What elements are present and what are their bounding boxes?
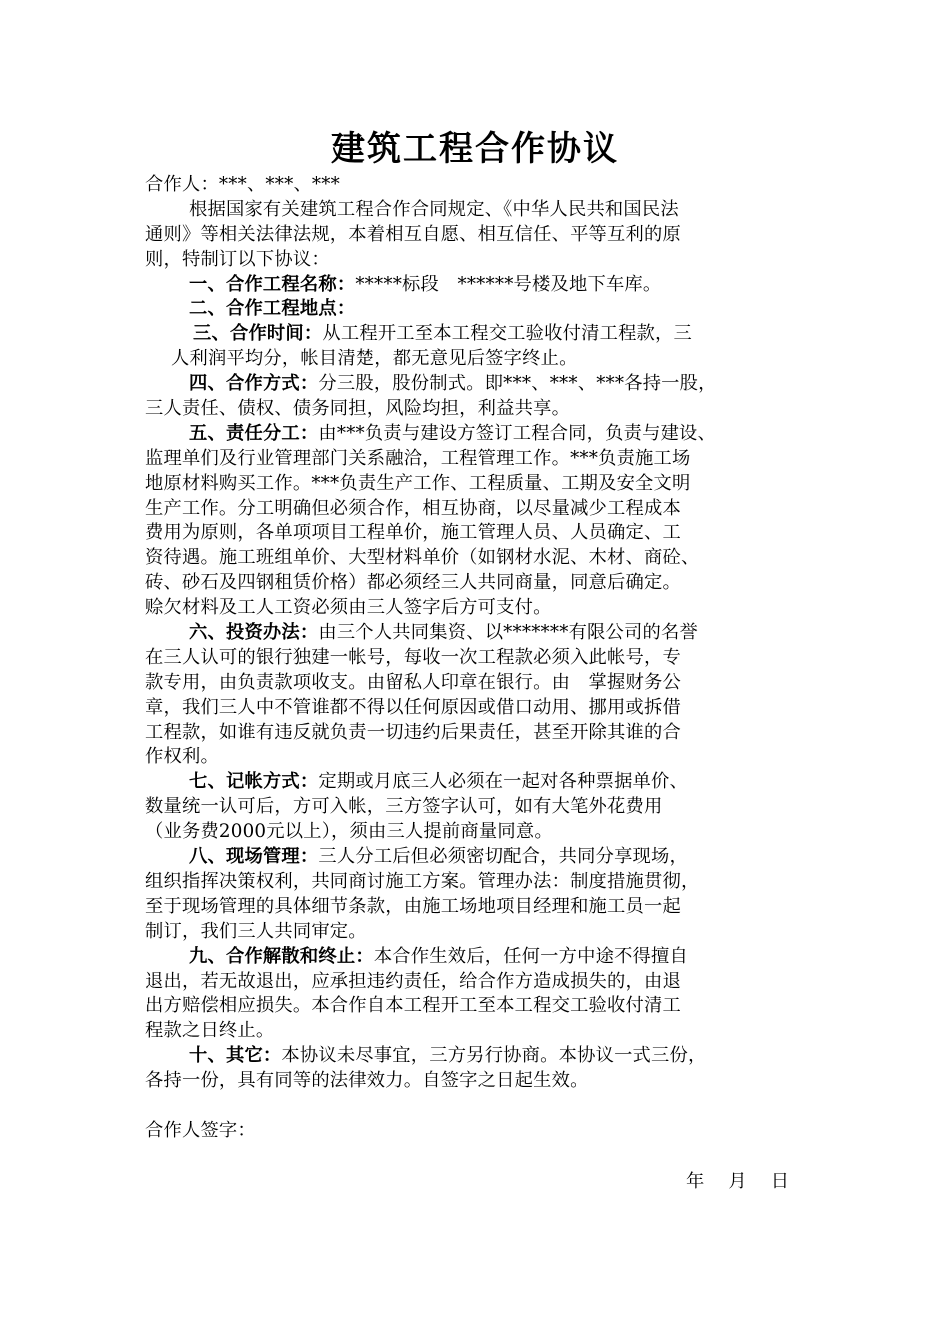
clause-8-line: 制订，我们三人共同审定。 [145, 920, 367, 942]
clause-5 [145, 422, 817, 447]
clause-7-line: 数量统一认可后，方可入帐，三方签字认可，如有大笔外花费用 [145, 796, 663, 818]
clause-6 [145, 621, 817, 646]
clause-5-line: 监理单们及行业管理部门关系融洽，工程管理工作。***负责施工场 [145, 447, 691, 469]
clause-2-heading: 二、合作工程地点： [189, 298, 356, 320]
clause-1-heading: 一、合作工程名称： [189, 273, 356, 295]
clause-5-line: 费用为原则，各单项项目工程单价，施工管理人员、人员确定、工 [145, 522, 681, 544]
clause-8-heading: 八、现场管理： [189, 846, 319, 868]
clause-5-line: 赊欠材料及工人工资必须由三人签字后方可支付。 [145, 597, 552, 619]
clause-3-heading: 三、合作时间： [193, 323, 323, 345]
clause-5-line: 资待遇。施工班组单价、大型材料单价（如钢材水泥、木材、商砼、 [145, 547, 700, 569]
clause-10 [145, 1044, 817, 1069]
clause-4-line: 三人责任、债权、债务同担，风险均担，利益共享。 [145, 398, 571, 420]
clause-5-line: 地原材料购买工作。***负责生产工作、工程质量、工期及安全文明 [145, 472, 691, 494]
clause-9-line: 程款之日终止。 [145, 1020, 275, 1042]
clause-8-line: 至于现场管理的具体细节条款，由施工场地项目经理和施工员一起 [145, 895, 681, 917]
clause-10-line: 各持一份，具有同等的法律效力。自签字之日起生效。 [145, 1070, 589, 1092]
clause-8-text: 三人分工后但必须密切配合，共同分享现场， [318, 846, 688, 868]
clause-3 [145, 322, 817, 347]
clause-6-line: 款专用，由负责款项收支。由留私人印章在银行。由 掌握财务公 [145, 671, 681, 693]
intro-line: 则，特制订以下协议： [145, 248, 330, 270]
clause-5-text: 由***负责与建设方签订工程合同，负责与建设、 [318, 422, 717, 444]
clause-9-line: 出方赔偿相应损失。本合作自本工程开工至本工程交工验收付清工 [145, 995, 681, 1017]
intro-line: 通则》等相关法律法规，本着相互自愿、相互信任、平等互利的原 [145, 223, 681, 245]
date-line: 年 月 日 [686, 1171, 790, 1192]
clause-9-line: 退出，若无故退出，应承担违约责任，给合作方造成损失的，由退 [145, 970, 681, 992]
clause-7-heading: 七、记帐方式： [189, 771, 319, 793]
clause-5-heading: 五、责任分工： [189, 422, 319, 444]
clause-7-line: （业务费2000元以上），须由三人提前商量同意。 [145, 821, 553, 843]
clause-6-line: 章，我们三人中不管谁都不得以任何原因或借口动用、挪用或拆借 [145, 696, 681, 718]
partners-line: 合作人：***、***、*** [145, 174, 340, 195]
clause-6-line: 工程款，如谁有违反就负责一切违约后果责任，甚至开除其谁的合 [145, 721, 681, 743]
clause-4 [145, 372, 817, 397]
intro-line: 根据国家有关建筑工程合作合同规定、《中华人民共和国民法 [189, 198, 679, 220]
spacer [145, 1094, 817, 1119]
clause-2 [145, 297, 817, 322]
clause-5-line: 砖、砂石及四钢租赁价格）都必须经三人共同商量，同意后确定。 [145, 572, 681, 594]
clause-1 [145, 273, 817, 298]
clause-4-heading: 四、合作方式： [189, 373, 319, 395]
clause-1-text: *****标段 ******号楼及地下车库。 [355, 273, 662, 295]
clause-10-text: 本协议未尽事宜，三方另行协商。本协议一式三份， [281, 1045, 707, 1067]
clause-9-heading: 九、合作解散和终止： [189, 945, 374, 967]
clause-8-line: 组织指挥决策权利，共同商讨施工方案。管理办法：制度措施贯彻， [145, 870, 700, 892]
clause-6-heading: 六、投资办法： [189, 622, 319, 644]
clause-10-heading: 十、其它： [189, 1045, 282, 1067]
signature-label: 合作人签字： [145, 1119, 256, 1141]
clause-6-line: 在三人认可的银行独建一帐号，每收一次工程款必须入此帐号，专 [145, 646, 681, 668]
clause-6-line: 作权利。 [145, 746, 219, 768]
clause-9-text: 本合作生效后，任何一方中途不得擅自 [373, 945, 688, 967]
document-body [145, 173, 817, 1144]
clause-9 [145, 945, 817, 970]
clause-8 [145, 845, 817, 870]
document-title: 建筑工程合作协议 [331, 129, 619, 169]
clause-3-line: 人利润平均分，帐目清楚，都无意见后签字终止。 [171, 348, 578, 370]
clause-7-text: 定期或月底三人必须在一起对各种票据单价、 [318, 771, 688, 793]
clause-5-line: 生产工作。分工明确但必须合作，相互协商，以尽量减少工程成本 [145, 497, 681, 519]
clause-3-text: 从工程开工至本工程交工验收付清工程款，三 [322, 323, 692, 345]
clause-7 [145, 770, 817, 795]
clause-6-text: 由三个人共同集资、以*******有限公司的名誉 [318, 622, 698, 644]
clause-4-text: 分三股，股份制式。即***、***、***各持一股， [318, 373, 717, 395]
